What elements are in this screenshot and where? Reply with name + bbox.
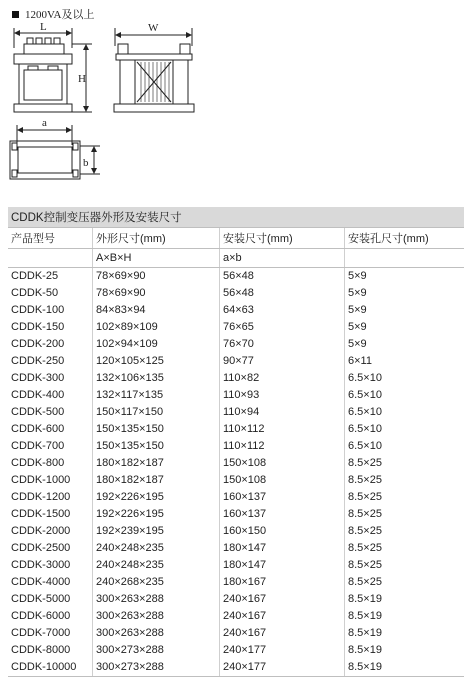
section-heading-text: 1200VA及以上: [25, 9, 95, 21]
table-body: [8, 268, 464, 677]
model-cell: CDDK-400: [11, 389, 65, 401]
side-view: [114, 28, 194, 112]
model-cell: CDDK-600: [11, 423, 65, 435]
table-header-row: [8, 228, 464, 249]
mount-size-cell: 240×167: [220, 608, 345, 625]
model-cell: CDDK-250: [11, 355, 65, 367]
mount-size-cell: 160×137: [220, 489, 345, 506]
hole-size-cell: 5×9: [345, 336, 465, 353]
dimensions-table: [8, 207, 464, 677]
subheader-cell: A×B×H: [93, 249, 220, 268]
dim-label-W: W: [148, 22, 159, 34]
model-cell: CDDK-25: [11, 270, 59, 282]
model-cell: CDDK-7000: [11, 627, 71, 639]
table-row: [8, 506, 464, 523]
model-cell: CDDK-300: [11, 372, 65, 384]
hole-size-cell: 8.5×19: [345, 591, 465, 608]
table-caption: CDDK控制变压器外形及安装尺寸: [8, 207, 464, 228]
model-cell: CDDK-1200: [11, 491, 71, 503]
model-cell: CDDK-2500: [11, 542, 71, 554]
outer-size-cell: 150×117×150: [93, 404, 220, 421]
hole-size-cell: 5×9: [345, 319, 465, 336]
transformer-dimension-drawing: [0, 0, 472, 200]
table-row: [8, 336, 464, 353]
mount-size-cell: 240×167: [220, 625, 345, 642]
column-header: 安装尺寸(mm): [220, 228, 345, 249]
mount-size-cell: 110×82: [220, 370, 345, 387]
table-row: [8, 387, 464, 404]
bottom-view: [10, 125, 100, 179]
column-header: 外形尺寸(mm): [93, 228, 220, 249]
mount-size-cell: 180×167: [220, 574, 345, 591]
hole-size-cell: 8.5×19: [345, 642, 465, 659]
mount-size-cell: 110×94: [220, 404, 345, 421]
outer-size-cell: 300×263×288: [93, 608, 220, 625]
outer-size-cell: 102×94×109: [93, 336, 220, 353]
table-row: [8, 455, 464, 472]
mount-size-cell: 76×65: [220, 319, 345, 336]
model-cell: CDDK-100: [11, 304, 65, 316]
hole-size-cell: 8.5×25: [345, 523, 465, 540]
outer-size-cell: 132×106×135: [93, 370, 220, 387]
table-row: [8, 608, 464, 625]
model-cell: CDDK-6000: [11, 610, 71, 622]
table-row: [8, 489, 464, 506]
mount-size-cell: 56×48: [220, 268, 345, 286]
hole-size-cell: 6.5×10: [345, 421, 465, 438]
table-row: [8, 523, 464, 540]
model-cell: CDDK-8000: [11, 644, 71, 656]
outer-size-cell: 78×69×90: [93, 285, 220, 302]
hole-size-cell: 6×11: [345, 353, 465, 370]
mount-size-cell: 240×177: [220, 659, 345, 677]
front-view: [14, 28, 92, 112]
hole-size-cell: 6.5×10: [345, 438, 465, 455]
table-row: [8, 557, 464, 574]
outer-size-cell: 192×226×195: [93, 489, 220, 506]
mount-size-cell: 110×93: [220, 387, 345, 404]
dim-label-a: a: [42, 117, 47, 129]
hole-size-cell: 8.5×25: [345, 455, 465, 472]
table-row: [8, 591, 464, 608]
mount-size-cell: 110×112: [220, 421, 345, 438]
outer-size-cell: 192×226×195: [93, 506, 220, 523]
table-caption-row: [8, 207, 464, 228]
model-cell: CDDK-5000: [11, 593, 71, 605]
mount-size-cell: 240×167: [220, 591, 345, 608]
outer-size-cell: 240×248×235: [93, 540, 220, 557]
outer-size-cell: 120×105×125: [93, 353, 220, 370]
outer-size-cell: 180×182×187: [93, 455, 220, 472]
outer-size-cell: 102×89×109: [93, 319, 220, 336]
dim-label-b: b: [83, 157, 89, 169]
outer-size-cell: 240×248×235: [93, 557, 220, 574]
model-cell: CDDK-1000: [11, 474, 71, 486]
model-cell: CDDK-1500: [11, 508, 71, 520]
hole-size-cell: 5×9: [345, 285, 465, 302]
subheader-cell: [8, 249, 93, 268]
model-cell: CDDK-4000: [11, 576, 71, 588]
outer-size-cell: 192×239×195: [93, 523, 220, 540]
table-row: [8, 421, 464, 438]
mount-size-cell: 160×150: [220, 523, 345, 540]
table-row: [8, 438, 464, 455]
mount-size-cell: 180×147: [220, 540, 345, 557]
table-row: [8, 268, 464, 286]
model-cell: CDDK-150: [11, 321, 65, 333]
outer-size-cell: 150×135×150: [93, 438, 220, 455]
hole-size-cell: 8.5×25: [345, 489, 465, 506]
dim-label-L: L: [40, 21, 47, 33]
table-row: [8, 540, 464, 557]
table-row: [8, 574, 464, 591]
mount-size-cell: 150×108: [220, 472, 345, 489]
outer-size-cell: 300×273×288: [93, 659, 220, 677]
mount-size-cell: 56×48: [220, 285, 345, 302]
hole-size-cell: 8.5×25: [345, 506, 465, 523]
outer-size-cell: 132×117×135: [93, 387, 220, 404]
mount-size-cell: 240×177: [220, 642, 345, 659]
hole-size-cell: 6.5×10: [345, 387, 465, 404]
table-row: [8, 302, 464, 319]
hole-size-cell: 5×9: [345, 268, 465, 286]
model-cell: CDDK-500: [11, 406, 65, 418]
mount-size-cell: 90×77: [220, 353, 345, 370]
hole-size-cell: 6.5×10: [345, 370, 465, 387]
mount-size-cell: 110×112: [220, 438, 345, 455]
model-cell: CDDK-800: [11, 457, 65, 469]
model-cell: CDDK-50: [11, 287, 59, 299]
model-cell: CDDK-700: [11, 440, 65, 452]
table-row: [8, 319, 464, 336]
outer-size-cell: 300×263×288: [93, 591, 220, 608]
subheader-cell: [345, 249, 465, 268]
hole-size-cell: 8.5×19: [345, 625, 465, 642]
table-row: [8, 625, 464, 642]
subheader-cell: a×b: [220, 249, 345, 268]
outer-size-cell: 180×182×187: [93, 472, 220, 489]
model-cell: CDDK-3000: [11, 559, 71, 571]
table-row: [8, 353, 464, 370]
outer-size-cell: 300×273×288: [93, 642, 220, 659]
hole-size-cell: 8.5×25: [345, 472, 465, 489]
hole-size-cell: 6.5×10: [345, 404, 465, 421]
hole-size-cell: 8.5×19: [345, 659, 465, 677]
mount-size-cell: 150×108: [220, 455, 345, 472]
outer-size-cell: 300×263×288: [93, 625, 220, 642]
hole-size-cell: 8.5×25: [345, 540, 465, 557]
mount-size-cell: 180×147: [220, 557, 345, 574]
outer-size-cell: 240×268×235: [93, 574, 220, 591]
mount-size-cell: 76×70: [220, 336, 345, 353]
hole-size-cell: 8.5×19: [345, 608, 465, 625]
dim-label-H: H: [78, 73, 86, 85]
table-row: [8, 472, 464, 489]
outer-size-cell: 84×83×94: [93, 302, 220, 319]
table-row: [8, 285, 464, 302]
mount-size-cell: 160×137: [220, 506, 345, 523]
model-cell: CDDK-10000: [8, 659, 93, 677]
hole-size-cell: 8.5×25: [345, 574, 465, 591]
column-header: 产品型号: [8, 228, 93, 249]
model-cell: CDDK-200: [11, 338, 65, 350]
outer-size-cell: 150×135×150: [93, 421, 220, 438]
table-row: [8, 404, 464, 421]
column-header: 安装孔尺寸(mm): [345, 228, 465, 249]
hole-size-cell: 5×9: [345, 302, 465, 319]
table-row: [8, 370, 464, 387]
outer-size-cell: 78×69×90: [93, 268, 220, 286]
hole-size-cell: 8.5×25: [345, 557, 465, 574]
mount-size-cell: 64×63: [220, 302, 345, 319]
model-cell: CDDK-2000: [11, 525, 71, 537]
table-row: [8, 642, 464, 659]
table-subheader-row: [8, 249, 464, 268]
